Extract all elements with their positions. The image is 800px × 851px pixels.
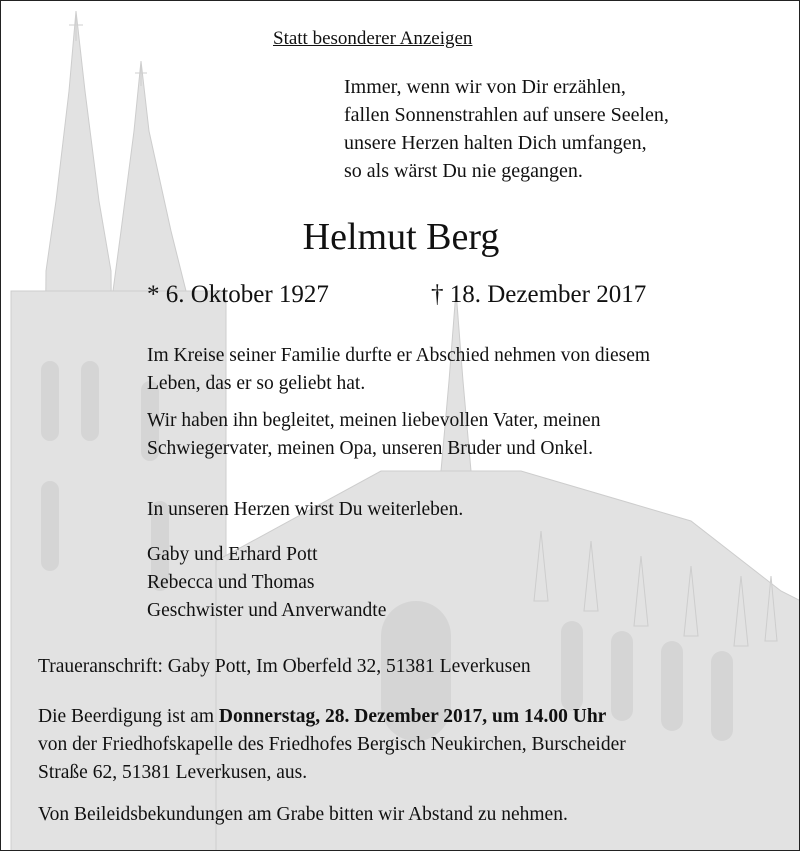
funeral-date-time: Donnerstag, 28. Dezember 2017, um 14.00 Uhr xyxy=(218,706,607,727)
paragraph-line: Wir haben ihn begleitet, meinen liebevollen Vater, meinen xyxy=(147,410,601,431)
mourners-list xyxy=(147,541,386,625)
mourning-address: Traueranschrift: Gaby Pott, Im Oberfeld 32, 51381 Leverkusen xyxy=(38,656,531,677)
condolences-note: Von Beileidsbekundungen am Grabe bitten wir Abstand zu nehmen. xyxy=(38,804,568,825)
funeral-details xyxy=(38,703,626,787)
poem xyxy=(344,73,669,185)
funeral-line: von der Friedhofskapelle des Friedhofes Bergisch Neukirchen, Burscheider xyxy=(38,734,626,755)
funeral-prefix: Die Beerdigung ist am xyxy=(38,706,219,727)
paragraph-line: Im Kreise seiner Familie durfte er Abschied nehmen von diesem xyxy=(147,345,651,366)
mourner-name: Gaby und Erhard Pott xyxy=(147,544,318,565)
notice-header: Statt besonderer Anzeigen xyxy=(273,28,473,49)
paragraph-hearts: In unseren Herzen wirst Du weiterleben. xyxy=(147,499,464,520)
paragraph-farewell xyxy=(147,342,650,398)
funeral-line: Straße 62, 51381 Leverkusen, aus. xyxy=(38,762,308,783)
poem-line: Immer, wenn wir von Dir erzählen, xyxy=(344,76,626,98)
poem-line: so als wärst Du nie gegangen. xyxy=(344,160,583,182)
paragraph-line: Leben, das er so geliebt hat. xyxy=(147,373,366,394)
poem-line: unsere Herzen halten Dich umfangen, xyxy=(344,132,647,154)
funeral-line xyxy=(38,703,626,731)
paragraph-accompanied xyxy=(147,407,600,463)
deceased-name: Helmut Berg xyxy=(302,216,500,258)
mourner-name: Rebecca und Thomas xyxy=(147,572,315,593)
birth-date: * 6. Oktober 1927 xyxy=(147,281,329,308)
death-date: † 18. Dezember 2017 xyxy=(431,281,647,308)
mourner-name: Geschwister und Anverwandte xyxy=(147,600,387,621)
poem-line: fallen Sonnenstrahlen auf unsere Seelen, xyxy=(344,104,669,126)
paragraph-line: Schwiegervater, meinen Opa, unseren Bruder und Onkel. xyxy=(147,438,593,459)
